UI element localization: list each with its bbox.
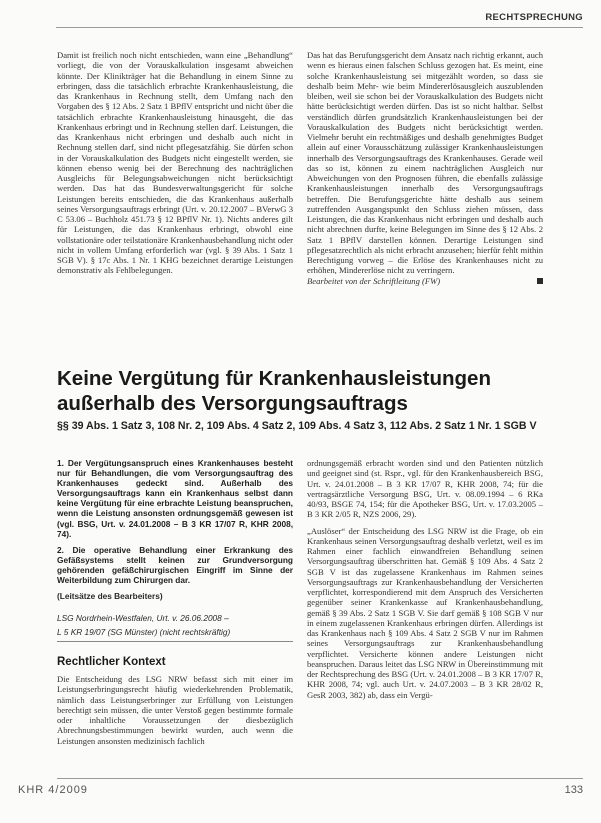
editor-signature: Bearbeitet von der Schriftleitung (FW): [307, 275, 441, 286]
journal-issue: KHR 4/2009: [18, 784, 88, 796]
source-divider: [57, 641, 293, 642]
headnote-1-number: 1.: [57, 458, 64, 468]
top-left-paragraph: Damit ist freilich noch nicht entschieden, wann eine „Behandlung“ vorliegt, die von der Vorauskalkulation insgesamt abweichen könnte. Der Klinikträger hat die Behandlung in einem Sinne zu erbringen, dass die tatsächlich erbrachte Krankenhausleistung, die das Krankenhaus in Rechnung stellt, dem Umfang nach den Vorgaben des § 12 Abs. 2 Satz 1 BPflV entspricht und nicht über die tatsächlich erbrachte Krankenhausleistung hinausgeht, die das Krankenhaus erbringt und in Rechnung stellen darf. Leistungen, die das Krankenhaus nicht erbringen und deshalb auch nicht in Rechnung stellen darf, sind nicht pflegesatzfähig. Sie dürfen schon in der Vorauskalkulation des Budgets nicht eingestellt werden, sie können ebenso wenig bei der Berechnung des nachträglichen Ausgleichs für Belegungsabweichungen nicht berücksichtigt werden. Das hat das Bundesverwaltungsgericht für solche Leistungen bereits entschieden, die das Krankenhaus außerhalb seines Versorgungsauftrags erbringt (Urt. v. 20.12.2007 – BVerwG 3 C 53.06 – Buchholz 451.73 § 12 BPflV Nr. 1). Nichts anderes gilt für Leistungen, die das Krankenhaus erbringt, obwohl eine vollstationäre oder teilstationäre Krankenhausbehandlung nicht oder nicht in vollem Umfang erforderlich war (vgl. § 39 Abs. 1 Satz 1 SGB V). § 17c Abs. 1 Nr. 1 KHG bezeichnet derartige Leistungen demonstrativ als Fehlbelegungen.: [57, 50, 293, 276]
end-of-article-mark: [537, 278, 543, 284]
context-paragraph-2: „Auslöser“ der Entscheidung des LSG NRW ist die Frage, ob ein Krankenhaus seinen Versorgungsauftrag deshalb verletzt, weil es im Rahmen einer fachlich einwandfreien Behandlung seinen Versorgungsauftrag überschritten hat. Gemäß § 109 Abs. 4 Satz 2 SGB V ist das zugelassene Krankenhaus im Rahmen seines Versorgungsauftrags zur Krankenhausbehandlung der Versicherten verpflichtet, korrespondierend mit dem Anspruch des Versicherten gegenüber seiner Krankenkasse auf Krankenhausbehandlung, gemäß § 39 Abs. 2 Satz 1 SGB V. Sie darf gemäß § 108 SGB V nur in einem zugelassenen Krankenhaus erbringen dürfen. Allerdings ist das Krankenhaus nach § 109 Abs. 4 Satz 2 SGB V nur im Rahmen seines Versorgungsauftrags zur Krankenhausbehandlung verpflichtet. Versicherte können andere Leistungen nicht beanspruchen. Daraus leitet das LSG NRW in Übereinstimmung mit der Rechtsprechung des BSG (Urt. v. 24.01.2008 – B 3 KR 17/07 R, KHR 2008, 74; vgl. auch Urt. v. 24.07.2003 – B 3 KR 28/02 R, GesR 2003, 382) ab, dass ein Vergü-: [307, 525, 543, 700]
context-paragraph: Die Entscheidung des LSG NRW befasst sich mit einer im Leistungserbringungsrecht häufig wiederkehrenden Problematik, nämlich dass Leistungserbringer zur Erfüllung von Leistungen berechtigt sein müssen, die unter Verstoß gegen bestimmte formale oder inhaltliche Voraussetzungen der diesbezüglich Abrechnungsbestimmungen bewirkt wurden, auch wenn die Leistungen ansonsten medizinisch fachlich: [57, 674, 293, 746]
article-title: Keine Vergütung für Krankenhausleistungen außerhalb des Versorgungsauftrags: [57, 367, 491, 415]
source-line-1: LSG Nordrhein-Westfalen, Urt. v. 26.06.2008 –: [57, 613, 229, 624]
header-divider: [56, 27, 583, 28]
context-paragraph-continued: ordnungsgemäß erbracht worden sind und den Patienten nützlich und geeignet sind (st. Rspr., vgl. für den Krankenhausbereich BSG, Urt. v. 24.01.2008 – B 3 KR 17/07 R, KHR 2008, 74; für die vertragsärztliche Versorgung BSG, Urt. v. 08.09.1994 – 6 RKa 40/93, BSGE 74, 154; für die Apotheker BSG, Urt. v. 17.03.2005 – B 3 KR 2/05 R, NZS 2006, 29).: [307, 458, 543, 520]
context-heading: Rechtlicher Kontext: [57, 656, 166, 669]
bottom-left-column: [57, 458, 293, 746]
headnote-2: [57, 545, 293, 585]
top-right-paragraph: Das hat das Berufungsgericht dem Ansatz nach richtig erkannt, auch wenn es hieraus einen falschen Schluss gezogen hat. Es meint, eine solche Krankenhausleistung sei mitgezählt worden, so dass sie deshalb beim Mehr- wie beim Mindererlösausgleich auszublenden bleiben, weil sie schon bei der Vorauskalkulation des Budgets nicht hätte berücksichtigt werden dürfen. Das ist so nicht haltbar. Selbst verständlich dürfen grundsätzlich Krankenhausleistungen bei der Vorauskalkulation des Budgets nicht berücksichtigt werden. Vielmehr beruht ein rechtmäßiges und deshalb genehmigtes Budget allein auf einer Vorausschätzung zulässiger Krankenhausleistungen innerhalb des Versorgungsauftrags des Krankenhauses. Gerade weil das so ist, können zu einem nachträglichen Ausgleich nur Abweichungen von den Prognosen führen, die ebenfalls zulässige Krankenhausleistungen innerhalb des Versorgungsauftrags betreffen. Die Berufungsgerichte hätte deshalb aus seinem zutreffenden Ausgangspunkt den Schluss ziehen müssen, dass Leistungen, die das Krankenhaus nicht erbringen und deshalb auch nicht abrechnen durfte, keine Belegungen im Sinne des § 12 Abs. 2 Satz 1 BPflV darstellen können. Derartige Leistungen sind pflegesatzrechtlich als nicht erbracht anzusehen; hierfür fehlt mithin Berechtigung vorweg – die Erlöse des Krankenhauses nicht zu erhöhen, Mindererlöse nicht zu verringern.: [307, 50, 543, 276]
footer-divider: [57, 778, 583, 779]
article-subtitle: §§ 39 Abs. 1 Satz 3, 108 Nr. 2, 109 Abs. 4 Satz 2, 109 Abs. 4 Satz 3, 112 Abs. 2 Satz 1 Nr. 1 SGB V: [57, 420, 537, 432]
headnote-1-text: Der Vergütungsanspruch eines Krankenhauses besteht nur für Behandlungen, die vom Versorgungsauftrag des Krankenhauses gedeckt sind. Außerhalb des Versorgungsauftrags kann ein Krankenhaus selbst dann keine Vergütung für eine erbrachte Leistung beanspruchen, wenn die Leistung ansonsten ordnungsgemäß gewesen ist (vgl. BSG, Urt. v. 24.01.2008 – B 3 KR 17/07 R, KHR 2008, 74).: [57, 458, 293, 539]
headnote-2-text: Die operative Behandlung einer Erkrankung des Gefäßsystems stellt keinen zur Grundversorgung gehörenden gefäßchirurgischen Eingriff im Sinne der Weiterbildung zum Chirurgen dar.: [57, 544, 294, 586]
headnote-2-number: 2.: [57, 544, 64, 555]
page-number: 133: [564, 784, 583, 796]
editors-note: (Leitsätze des Bearbeiters): [57, 591, 163, 602]
top-left-column: [57, 50, 293, 276]
top-right-column: [307, 50, 543, 286]
headnote-1: [57, 458, 293, 539]
source-line-2: L 5 KR 19/07 (SG Münster) (nicht rechtskräftig): [57, 627, 231, 638]
section-header: RECHTSPRECHUNG: [485, 12, 583, 23]
top-right-signature-line: [307, 276, 543, 286]
bottom-right-column: [307, 458, 543, 706]
